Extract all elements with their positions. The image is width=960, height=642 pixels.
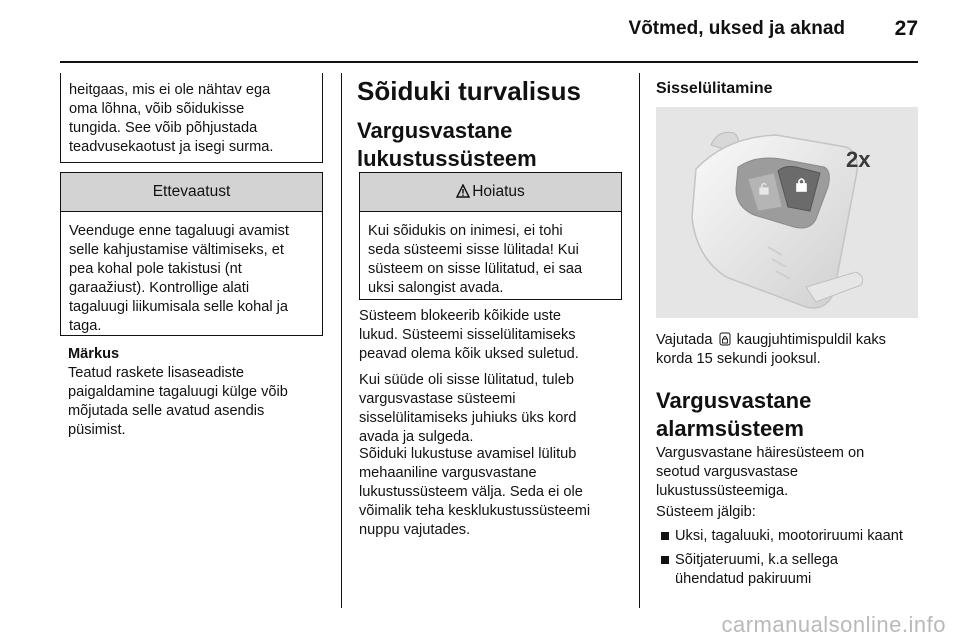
- press-count-label: 2x: [846, 147, 871, 172]
- text-line: seotud vargusvastase: [656, 464, 798, 480]
- danger-box-continued: [60, 73, 323, 163]
- list-item: [659, 527, 929, 546]
- box-line: tungida. See võib põhjustada: [69, 120, 258, 136]
- header-rule: [60, 61, 918, 63]
- monitored-list: [659, 527, 929, 594]
- section-title: Sõiduki turvalisus: [357, 76, 581, 106]
- box-line: selle kahjustamise vältimiseks, et: [69, 242, 284, 258]
- subsection-title: [357, 117, 537, 173]
- box-line: oma lõhna, võib sõidukisse: [69, 101, 245, 117]
- box-line: seda süsteemi sisse lülitada! Kui: [368, 242, 579, 258]
- box-line: teadvusekaotust ja isegi surma.: [69, 139, 274, 155]
- monitors-label: Süsteem jälgib:: [656, 504, 756, 520]
- note-line: mõjutada selle avatud asendis: [68, 403, 265, 419]
- text-line: korda 15 sekundi jooksul.: [656, 351, 821, 367]
- warning-box: [359, 172, 622, 300]
- text-line: võimalik teha kesklukustussüsteemi: [359, 503, 591, 519]
- warning-icon: [456, 184, 470, 198]
- text-line: Süsteem blokeerib kõikide uste: [359, 308, 561, 324]
- note-line: püsimist.: [68, 422, 126, 438]
- subsection-title-line: Vargusvastane: [357, 118, 513, 143]
- box-line: süsteem on sisse lülitatud, ei saa: [368, 261, 583, 277]
- alarm-title-line: Vargusvastane: [656, 388, 812, 413]
- body-paragraph-2: [359, 371, 629, 447]
- key-fob-icon: [656, 107, 918, 318]
- activation-text-before: Vajutada: [656, 332, 713, 348]
- page-number: 27: [894, 17, 918, 40]
- subsection-title-line: lukustussüsteem: [357, 146, 537, 171]
- list-item-text: Uksi, tagaluuki, mootoriruumi kaant: [675, 528, 903, 544]
- page-header-title: Võtmed, uksed ja aknad: [628, 18, 845, 39]
- text-line: peavad olema kõik uksed suletud.: [359, 346, 579, 362]
- box-line: Kui sõidukis on inimesi, ei tohi: [368, 223, 563, 239]
- watermark: carmanualsonline.info: [721, 612, 946, 637]
- text-line: Vargusvastane häiresüsteem on: [656, 445, 865, 461]
- text-line: lukustussüsteem välja. Seda ei ole: [359, 484, 583, 500]
- list-item-text: ühendatud pakiruumi: [675, 571, 812, 587]
- note-title: Märkus: [68, 346, 120, 362]
- list-item: [659, 551, 929, 589]
- lock-icon: [719, 332, 731, 346]
- alarm-title: [656, 387, 811, 443]
- box-line: pea kohal pole takistusi (nt: [69, 261, 242, 277]
- box-line: taga.: [69, 318, 102, 334]
- text-line: lukud. Süsteemi sisselülitamiseks: [359, 327, 576, 343]
- text-line: lukustussüsteemiga.: [656, 483, 789, 499]
- key-fob-illustration: [656, 107, 918, 318]
- column-divider-2: [639, 73, 640, 608]
- activation-title: Sisselülitamine: [656, 80, 773, 97]
- text-line: nuppu vajutades.: [359, 522, 471, 538]
- warning-title: Hoiatus: [472, 183, 525, 200]
- box-line: uksi salongist avada.: [368, 280, 504, 296]
- note-block: [68, 345, 328, 440]
- alarm-intro: [656, 444, 926, 501]
- box-line: garaažiust). Kontrollige alati: [69, 280, 250, 296]
- activation-text: [656, 331, 926, 369]
- note-line: paigaldamine tagaluugi külge võib: [68, 384, 288, 400]
- text-line: avada ja sulgeda.: [359, 429, 474, 445]
- text-line: mehaaniline vargusvastane: [359, 465, 537, 481]
- column-divider-1: [341, 73, 342, 608]
- box-line: tagaluugi liikumisala selle kohal ja: [69, 299, 289, 315]
- alarm-title-line: alarmsüsteem: [656, 416, 804, 441]
- caution-title: Ettevaatust: [61, 173, 322, 212]
- text-line: vargusvastase süsteemi: [359, 391, 516, 407]
- text-line: sisselülitamiseks juhiuks üks kord: [359, 410, 577, 426]
- box-line: Veenduge enne tagaluugi avamist: [69, 223, 289, 239]
- box-line: heitgaas, mis ei ole nähtav ega: [69, 82, 271, 98]
- text-line: Sõiduki lukustuse avamisel lülitub: [359, 446, 577, 462]
- text-line: Kui süüde oli sisse lülitatud, tuleb: [359, 372, 574, 388]
- warning-header: [360, 173, 621, 212]
- body-paragraph-1: [359, 307, 629, 364]
- caution-box: [60, 172, 323, 336]
- activation-text-after: kaugjuhtimispuldil kaks: [736, 332, 886, 348]
- body-paragraph-3: [359, 445, 634, 540]
- note-line: Teatud raskete lisaseadiste: [68, 365, 245, 381]
- list-item-text: Sõitjateruumi, k.a sellega: [675, 552, 839, 568]
